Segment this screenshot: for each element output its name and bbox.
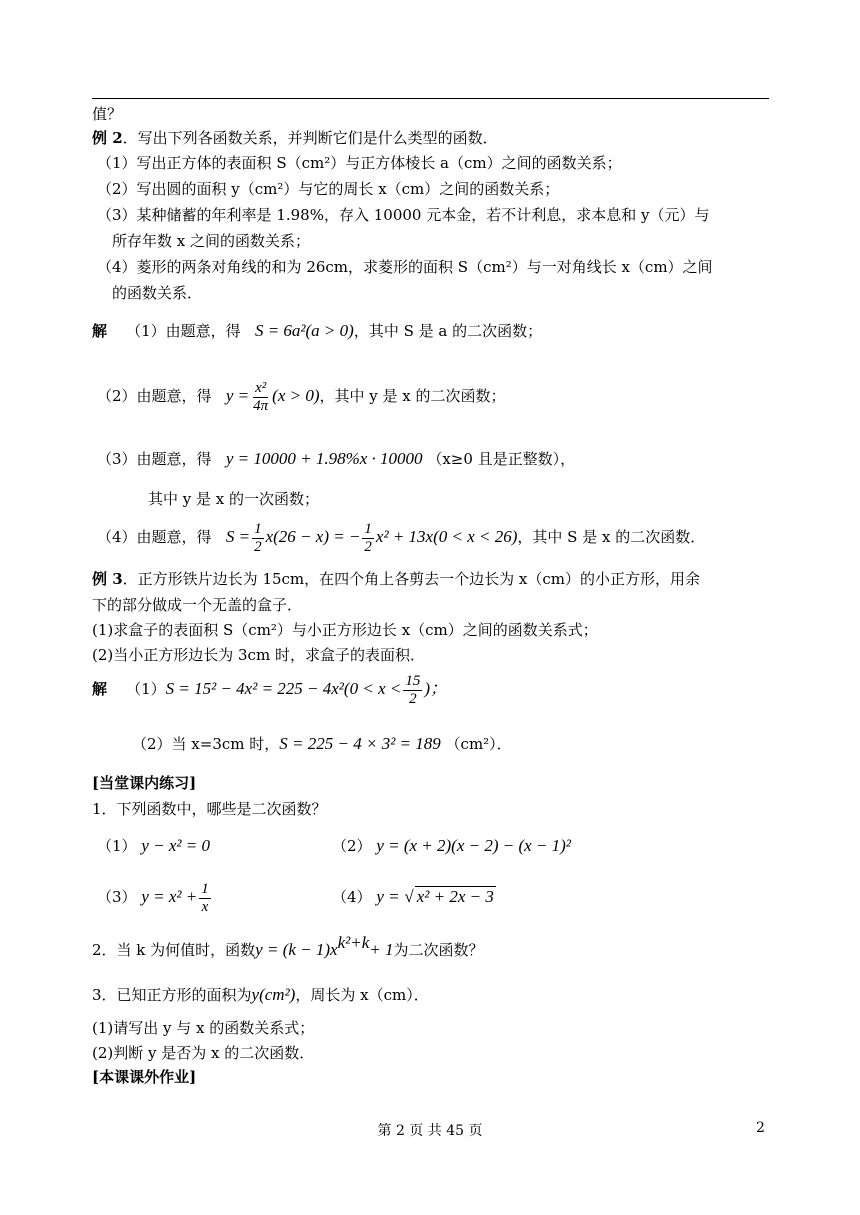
step-text: ，其中 y 是 x 的二次函数； bbox=[319, 387, 506, 405]
denominator: 2 bbox=[409, 690, 417, 707]
solution-2-part-3-cont: 其中 y 是 x 的一次函数； bbox=[148, 490, 320, 508]
option-label: （2） bbox=[332, 837, 372, 855]
page-footer: 第 2 页 共 45 页 bbox=[377, 1123, 483, 1139]
homework-heading-text: [本课课外作业] bbox=[92, 1068, 197, 1086]
formula: y = bbox=[376, 887, 400, 906]
option-label: （3） bbox=[97, 888, 137, 906]
practice-question-2 bbox=[92, 933, 484, 960]
option-4 bbox=[332, 886, 496, 907]
numerator: 1 bbox=[364, 520, 372, 537]
header-rule bbox=[92, 98, 769, 99]
radicand: x² + 2x − 3 bbox=[416, 887, 494, 906]
solution-2-part-3 bbox=[97, 449, 575, 469]
formula: y = x² + bbox=[141, 887, 198, 906]
solution-2-part-2 bbox=[97, 376, 506, 416]
exponent: k²+k bbox=[337, 933, 370, 952]
formula: y = (x + 2)(x − 2) − (x − 1)² bbox=[376, 836, 571, 855]
fraction bbox=[199, 881, 211, 916]
step-text: （1） bbox=[126, 680, 166, 698]
step-text: （cm²）． bbox=[445, 735, 512, 753]
formula: )； bbox=[424, 679, 447, 698]
solution-2-part-1 bbox=[92, 321, 542, 341]
question-text: 2．当 k 为何值时，函数 bbox=[92, 941, 256, 959]
fraction bbox=[362, 521, 374, 556]
option-3 bbox=[97, 876, 213, 918]
numerator: x² bbox=[255, 379, 267, 396]
formula: y = 10000 + 1.98%x · 10000 bbox=[225, 449, 423, 468]
option-1 bbox=[97, 836, 210, 856]
practice-question-1: 1．下列函数中，哪些是二次函数？ bbox=[92, 800, 327, 818]
question-text: 为二次函数？ bbox=[393, 941, 484, 959]
formula: + 1 bbox=[369, 940, 394, 959]
practice-heading-text: [当堂课内练习] bbox=[92, 774, 197, 792]
example-3-heading bbox=[92, 569, 700, 589]
fraction bbox=[252, 521, 264, 556]
step-text: （2）由题意，得 bbox=[97, 387, 212, 405]
example-2-item: 所存年数 x 之间的函数关系； bbox=[112, 232, 310, 250]
formula: (x > 0) bbox=[272, 386, 320, 405]
formula: y(cm²) bbox=[251, 985, 296, 1004]
step-text: ，其中 S 是 a 的二次函数； bbox=[353, 322, 543, 340]
sqrt-symbol: √ bbox=[404, 887, 414, 906]
example-2-item: （2）写出圆的面积 y（cm²）与它的周长 x（cm）之间的函数关系； bbox=[97, 180, 560, 198]
denominator: 2 bbox=[254, 538, 262, 555]
step-text: （2）当 x=3cm 时， bbox=[132, 735, 280, 753]
formula: y − x² = 0 bbox=[141, 836, 210, 855]
example-3-text: 下的部分做成一个无盖的盒子． bbox=[92, 596, 303, 614]
question-text: 3．已知正方形的面积为 bbox=[92, 986, 252, 1004]
formula: S = 225 − 4 × 3² = 189 bbox=[279, 734, 441, 753]
homework-heading bbox=[92, 1067, 196, 1087]
option-2 bbox=[332, 836, 571, 856]
example-2-heading bbox=[92, 128, 498, 148]
solution-3-part-2 bbox=[132, 734, 512, 754]
page-number: 2 bbox=[756, 1120, 765, 1136]
denominator: 2 bbox=[364, 538, 372, 555]
example-3-text: ．正方形铁片边长为 15cm，在四个角上各剪去一个边长为 x（cm）的小正方形，用余 bbox=[122, 570, 701, 588]
formula: y = (k − 1)x bbox=[255, 940, 338, 959]
step-text: （1）由题意，得 bbox=[126, 322, 241, 340]
option-label: （4） bbox=[332, 888, 372, 906]
practice-question-3 bbox=[92, 985, 429, 1005]
practice-question-3a: (1)请写出 y 与 x 的函数关系式； bbox=[92, 1019, 315, 1037]
step-text: （4）由题意，得 bbox=[97, 528, 212, 546]
fraction bbox=[251, 380, 270, 415]
example-3-question: (2)当小正方形边长为 3cm 时，求盒子的表面积． bbox=[92, 646, 425, 664]
practice-question-3b: (2)判断 y 是否为 x 的二次函数． bbox=[92, 1044, 315, 1062]
example-2-item: 的函数关系． bbox=[112, 284, 203, 302]
option-label: （1） bbox=[97, 837, 137, 855]
numerator: 1 bbox=[254, 520, 262, 537]
solution-2-part-4 bbox=[97, 516, 705, 558]
formula: S = bbox=[225, 527, 251, 546]
denominator: 4π bbox=[253, 397, 269, 414]
step-text: （3）由题意，得 bbox=[97, 450, 212, 468]
example-2-item: （1）写出正方体的表面积 S（cm²）与正方体棱长 a（cm）之间的函数关系； bbox=[97, 154, 622, 172]
fraction bbox=[403, 673, 422, 708]
solution-label: 解 bbox=[92, 322, 108, 340]
solution-3-part-1 bbox=[92, 666, 447, 712]
practice-heading bbox=[92, 773, 196, 793]
numerator: 1 bbox=[201, 880, 209, 897]
formula: x(26 − x) = − bbox=[265, 527, 361, 546]
denominator: x bbox=[201, 898, 209, 915]
example-2-title: ．写出下列各函数关系，并判断它们是什么类型的函数． bbox=[122, 129, 498, 147]
formula: S = 15² − 4x² = 225 − 4x²(0 < x < bbox=[165, 679, 402, 698]
formula: x² + 13x(0 < x < 26) bbox=[375, 527, 518, 546]
numerator: 15 bbox=[405, 672, 421, 689]
question-text: ，周长为 x（cm）． bbox=[295, 986, 429, 1004]
example-3-question: (1)求盒子的表面积 S（cm²）与小正方形边长 x（cm）之间的函数关系式； bbox=[92, 621, 598, 639]
example-3-label: 例 3 bbox=[92, 570, 123, 588]
example-2-item: （3）某种储蓄的年利率是 1.98%，存入 10000 元本金，若不计利息，求本息和 y（元）与 bbox=[97, 206, 710, 224]
formula: y = bbox=[225, 386, 250, 405]
solution-label: 解 bbox=[92, 680, 108, 698]
formula: S = 6a²(a > 0) bbox=[254, 321, 354, 340]
example-2-label: 例 2 bbox=[92, 129, 123, 147]
example-2-item: （4）菱形的两条对角线的和为 26cm，求菱形的面积 S（cm²）与一对角线长 x（cm）之间 bbox=[97, 258, 713, 276]
step-text: （x≥0 且是正整数）， bbox=[427, 450, 576, 468]
step-text: ，其中 S 是 x 的二次函数． bbox=[517, 528, 706, 546]
continued-text: 值？ bbox=[92, 105, 123, 123]
